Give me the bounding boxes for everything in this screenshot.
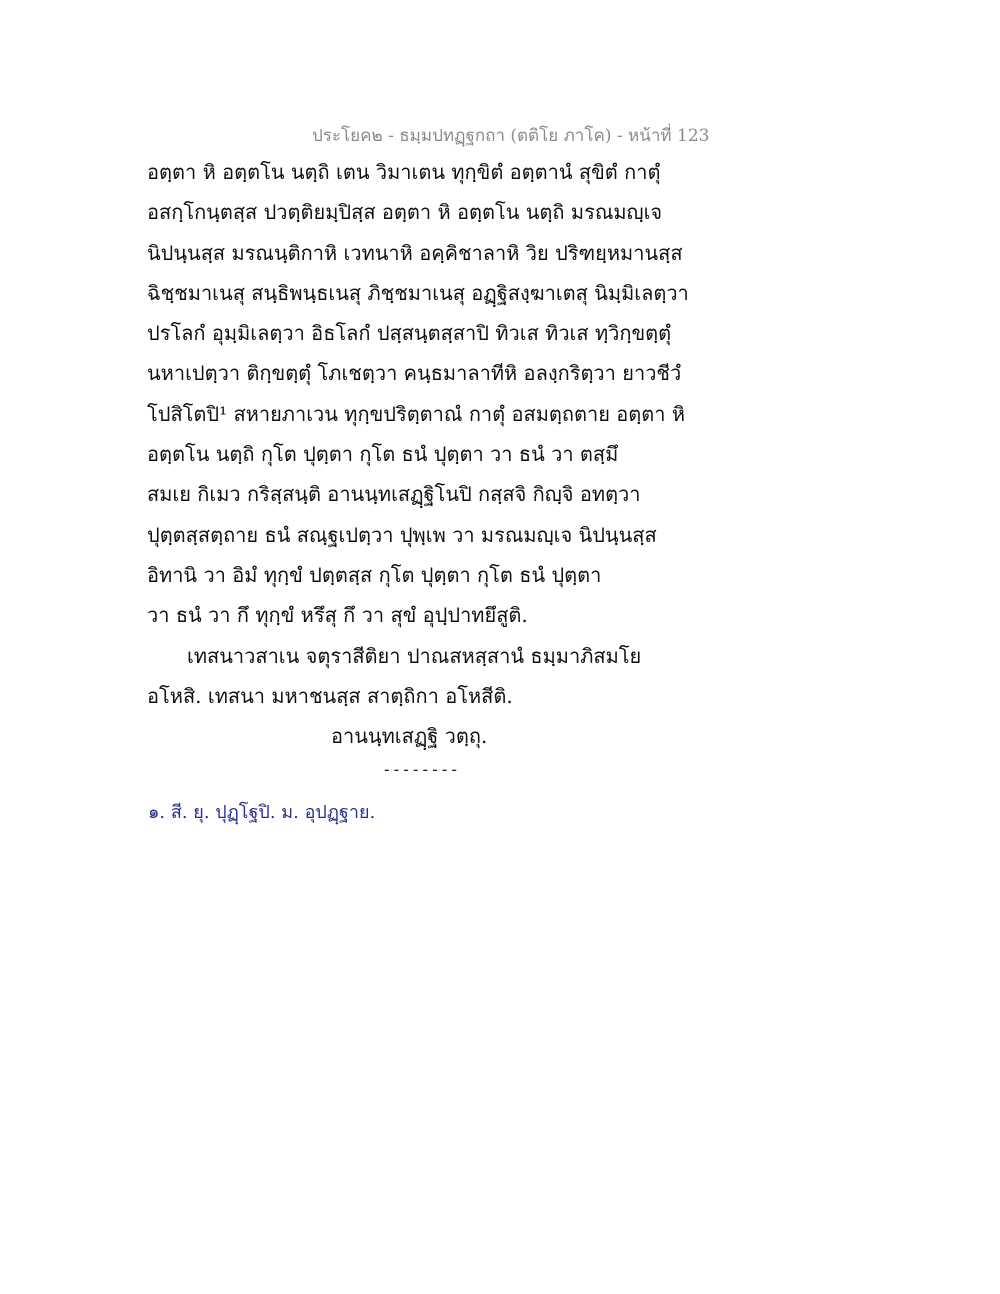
text-line: นิปนฺนสฺส มรณนฺติกาหิ เวทนาหิ อคฺคิชาลาหิ วิย ปริฑยฺหมานสฺส [147,240,683,265]
text-line: อตฺตโน นตฺถิ กุโต ปุตฺตา กุโต ธนํ ปุตฺตา วา ธนํ วา ตสฺมึ [147,442,619,467]
text-line: อสกฺโกนฺตสฺส ปวตฺติยมฺปิสฺส อตฺตา หิ อตฺตโน นตฺถิ มรณมญฺเจ [147,200,663,225]
text-line: ฉิชฺชมาเนสุ สนฺธิพนฺธเนสุ ภิชฺชมาเนสุ อฏฺฐิสงฺฆาเตสุ นิมฺมิเลตฺวา [147,280,689,305]
running-header: ประโยค๒ - ธมฺมปทฏฺฐกถา (ตติโย ภาโค) - หน้าที่ 123 [312,126,710,146]
text-line: นหาเปตฺวา ติกฺขตฺตุํ โภเชตฺวา คนฺธมาลาทีหิ อลงฺกริตฺวา ยาวชีวํ [147,361,682,386]
body-text [147,157,707,761]
section-divider: -------- [382,760,460,779]
text-line: อโหสิ. เทสนา มหาชนสฺส สาตฺถิกา อโหสีติ. [147,683,513,708]
story-end-title: อานนฺทเสฏฺฐิ วตฺถุ. [331,724,488,749]
paragraph-first-line: เทสนาวสาเน จตุราสีติยา ปาณสหสฺสานํ ธมฺมาภิสมโย [187,643,642,668]
text-line: วา ธนํ วา กึ ทุกฺขํ หรึสุ กึ วา สุขํ อุปฺปาทยึสูติ. [147,603,528,628]
text-line: ปรโลกํ อุมฺมิเลตฺวา อิธโลกํ ปสฺสนฺตสฺสาปิ ทิวเส ทิวเส ทฺวิกฺขตฺตุํ [147,321,672,346]
text-line: อิทานิ วา อิมํ ทุกฺขํ ปตฺตสฺส กุโต ปุตฺตา กุโต ธนํ ปุตฺตา [147,562,602,587]
footnote: ๑. สี. ยุ. ปุฏฺโฐปิ. ม. อุปฏฺฐาย. [148,802,376,823]
text-line: สมเย กิเมว กริสฺสนฺติ อานนฺทเสฏฺฐิโนปิ กสฺสจิ กิญฺจิ อทตฺวา [147,482,641,507]
text-line: ปุตฺตสฺสตฺถาย ธนํ สณฺฐเปตฺวา ปุพฺเพ วา มรณมญฺเจ นิปนฺนสฺส [147,522,657,547]
text-line: อตฺตา หิ อตฺตโน นตฺถิ เตน วิมาเตน ทุกฺขิตํ อตฺตานํ สุขิตํ กาตุํ [147,160,661,184]
text-line: โปสิโตปิ¹ สหายภาเวน ทุกฺขปริตฺตาณํ กาตุํ อสมตฺถตาย อตฺตา หิ [147,401,686,426]
